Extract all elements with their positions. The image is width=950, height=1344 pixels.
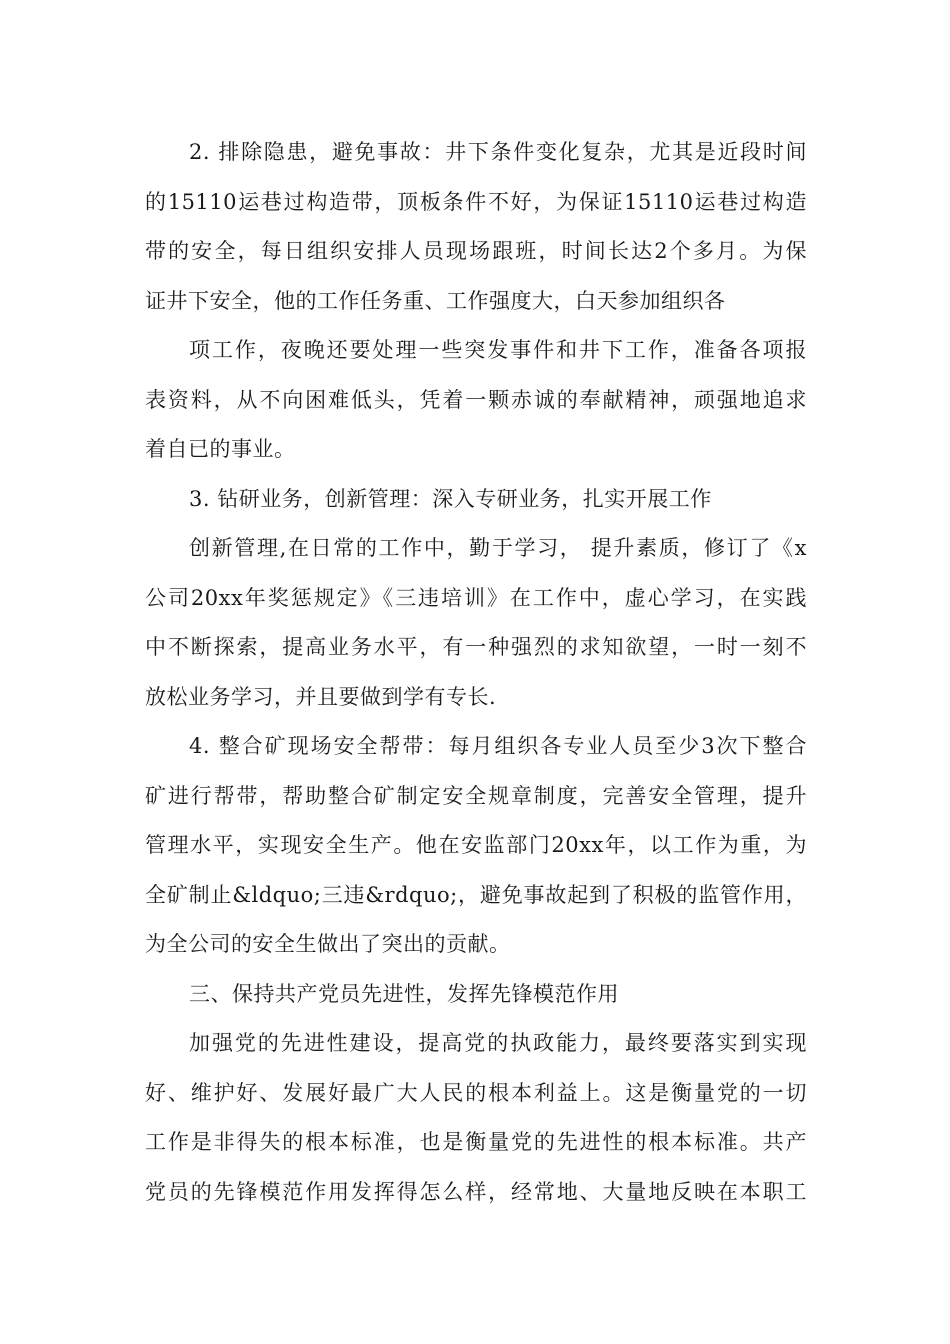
text-line: 公司20xx年奖惩规定》《三违培训》在工作中，虚心学习，在实践 [145,585,807,610]
text-line: 4. 整合矿现场安全帮带：每月组织各专业人员至少3次下整合 [189,734,807,758]
text-line: 管理水平，实现安全生产。他在安监部门20xx年，以工作为重，为 [145,833,807,857]
text-line: 全矿制止&ldquo;三违&rdquo;，避免事故起到了积极的监管作用， [145,882,807,907]
text-line: 矿进行帮带，帮助整合矿制定安全规章制度，完善安全管理，提升 [145,783,807,808]
text-line: 2. 排除隐患，避免事故：井下条件变化复杂，尤其是近段时间 [189,140,807,164]
text-line: 证井下安全，他的工作任务重、工作强度大，白天参加组织各 [145,288,726,313]
text-line: 工作是非得失的根本标准，也是衡量党的先进性的根本标准。共产 [145,1130,807,1154]
text-line: 中不断探索，提高业务水平，有一种强烈的求知欲望，一时一刻不 [145,635,807,659]
text-line: 着自已的事业。 [145,437,296,461]
text-line: 表资料，从不向困难低头，凭着一颗赤诚的奉献精神，顽强地追求 [145,387,807,412]
section-heading-line: 三、保持共产党员先进性，发挥先锋模范作用 [189,981,619,1006]
section-heading-line: 3. 钻研业务，创新管理：深入专研业务，扎实开展工作 [189,486,712,511]
text-line: 的15110运巷过构造带，顶板条件不好，为保证15110运巷过构造 [145,189,807,214]
text-line: 创新管理,在日常的工作中，勤于学习， 提升素质，修订了《x [189,536,807,560]
text-line: 放松业务学习，并且要做到学有专长. [145,684,497,709]
text-line: 好、维护好、发展好最广大人民的根本利益上。这是衡量党的一切 [145,1080,807,1105]
document-body [145,128,807,1217]
text-line: 党员的先锋模范作用发挥得怎么样，经常地、大量地反映在本职工 [145,1179,807,1204]
text-line: 项工作，夜晚还要处理一些突发事件和井下工作，准备各项报 [189,338,807,362]
text-line: 为全公司的安全生做出了突出的贡献。 [145,932,511,956]
text-line: 带的安全，每日组织安排人员现场跟班，时间长达2个多月。为保 [145,239,807,263]
text-line: 加强党的先进性建设，提高党的执政能力，最终要落实到实现 [189,1031,807,1055]
